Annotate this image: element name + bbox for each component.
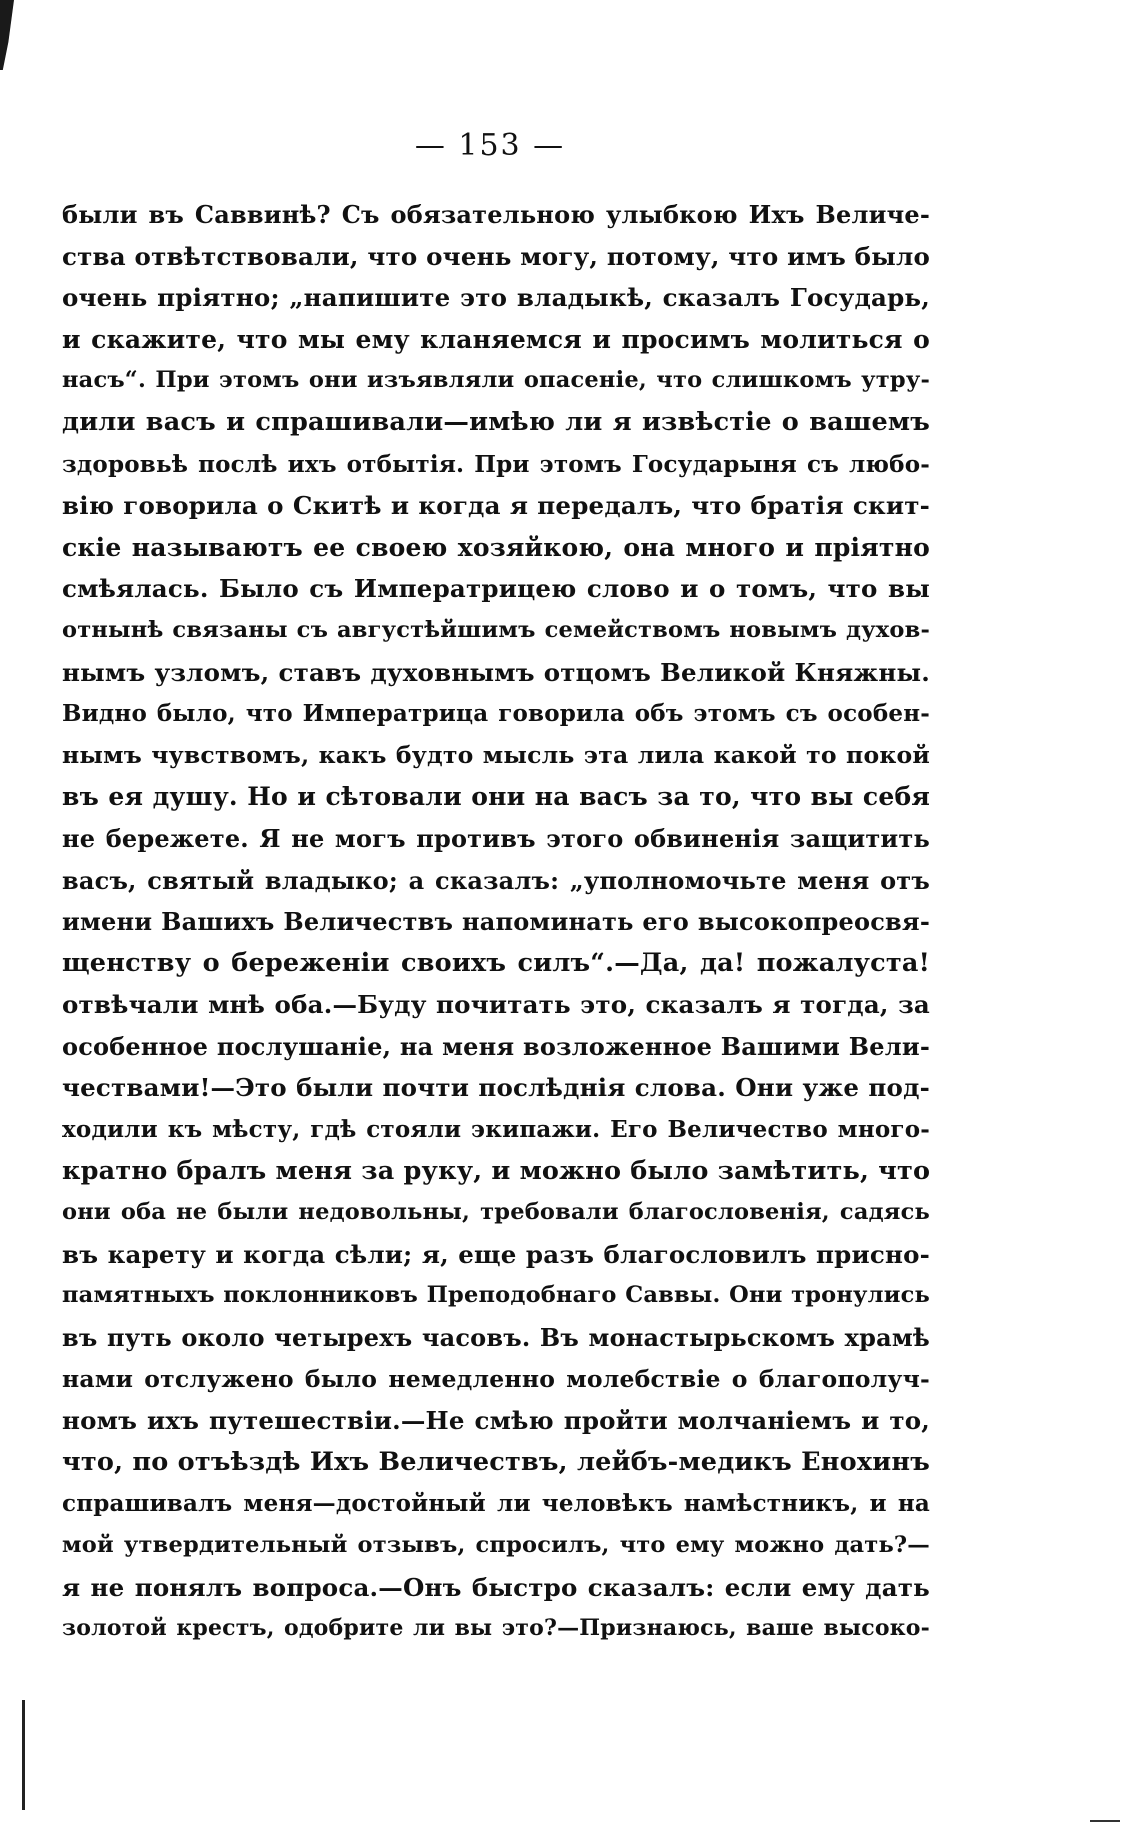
text-line: вію говорила о Скитѣ и когда я передалъ, что братія скит- (62, 491, 930, 521)
text-line: нымъ чувствомъ, какъ будто мысль эта лила какой то покой (62, 740, 930, 769)
scan-corner-mark (0, 0, 14, 70)
text-line: въ карету и когда сѣли; я, еще разъ благословилъ присно- (62, 1239, 930, 1269)
text-line: были въ Саввинѣ? Съ обязательною улыбкою Ихъ Величе- (62, 200, 930, 229)
text-line: очень пріятно; „напишите это владыкѣ, сказалъ Государь, (62, 283, 930, 313)
text-line: нымъ узломъ, ставъ духовнымъ отцомъ Великой Княжны. (62, 657, 930, 687)
text-line: номъ ихъ путешествіи.—Не смѣю пройти молчаніемъ и то, (62, 1406, 930, 1436)
text-line: нами отслужено было немедленно молебствіе о благополуч- (62, 1364, 930, 1393)
text-line: я не понялъ вопроса.—Онъ быстро сказалъ: если ему дать (62, 1572, 930, 1602)
text-line: скіе называютъ ее своею хозяйкою, она много и пріятно (62, 532, 930, 562)
text-line: здоровьѣ послѣ ихъ отбытія. При этомъ Государыня съ любо- (62, 450, 930, 478)
text-line: насъ“. При этомъ они изъявляли опасеніе, что слишкомъ утру- (62, 367, 930, 394)
text-line: кратно бралъ меня за руку, и можно было замѣтить, что (62, 1155, 931, 1186)
text-line: спрашивалъ меня—достойный ли человѣкъ намѣстникъ, и на (62, 1490, 930, 1518)
text-line: имени Вашихъ Величествъ напоминать его высокопреосвя- (62, 907, 930, 937)
text-line: что, по отъѣздѣ Ихъ Величествъ, лейбъ-медикъ Енохинъ (62, 1446, 930, 1477)
text-line: мой утвердительный отзывъ, спросилъ, что ему можно дать?— (62, 1532, 930, 1558)
text-line: щенству о береженіи своихъ силъ“.—Да, да! пожалуста! (62, 947, 930, 978)
text-line: васъ, святый владыко; а сказалъ: „уполномочьте меня отъ (62, 865, 930, 895)
text-line: отвѣчали мнѣ оба.—Буду почитать это, сказалъ я тогда, за (62, 990, 930, 1020)
text-line: они оба не были недовольны, требовали благословенія, садясь (62, 1199, 930, 1226)
text-line: чествами!—Это были почти послѣднія слова. Они уже под- (62, 1073, 930, 1103)
page-number: — 153 — (414, 128, 566, 163)
scan-edge-mark (22, 1700, 25, 1810)
text-line: смѣялась. Было съ Императрицею слово и о томъ, что вы (62, 574, 930, 604)
text-line: не бережете. Я не могъ противъ этого обвиненія защитить (62, 823, 930, 853)
scan-edge-mark (1090, 1820, 1120, 1822)
text-line: Видно было, что Императрица говорила объ этомъ съ особен- (62, 700, 930, 728)
text-line: ходили къ мѣсту, гдѣ стояли экипажи. Его Величество много- (62, 1116, 930, 1144)
text-line: дили васъ и спрашивали—имѣю ли я извѣстіе о вашемъ (62, 406, 930, 437)
text-line: и скажите, что мы ему кланяемся и просимъ молиться о (62, 324, 930, 354)
text-line: ства отвѣтствовали, что очень могу, потому, что имъ было (62, 241, 930, 271)
text-line: въ ея душу. Но и сѣтовали они на васъ за то, что вы себя (62, 782, 930, 812)
text-line: отнынѣ связаны съ августѣйшимъ семействомъ новымъ духов- (62, 616, 930, 643)
text-line: въ путь около четырехъ часовъ. Въ монастырьскомъ храмѣ (62, 1323, 930, 1353)
text-line: памятныхъ поклонниковъ Преподобнаго Саввы. Они тронулись (62, 1282, 930, 1309)
text-line: золотой крестъ, одобрите ли вы это?—Признаюсь, ваше высоко- (62, 1615, 930, 1642)
body-text (62, 194, 930, 1650)
text-line: особенное послушаніе, на меня возложенное Вашими Вели- (62, 1031, 930, 1061)
